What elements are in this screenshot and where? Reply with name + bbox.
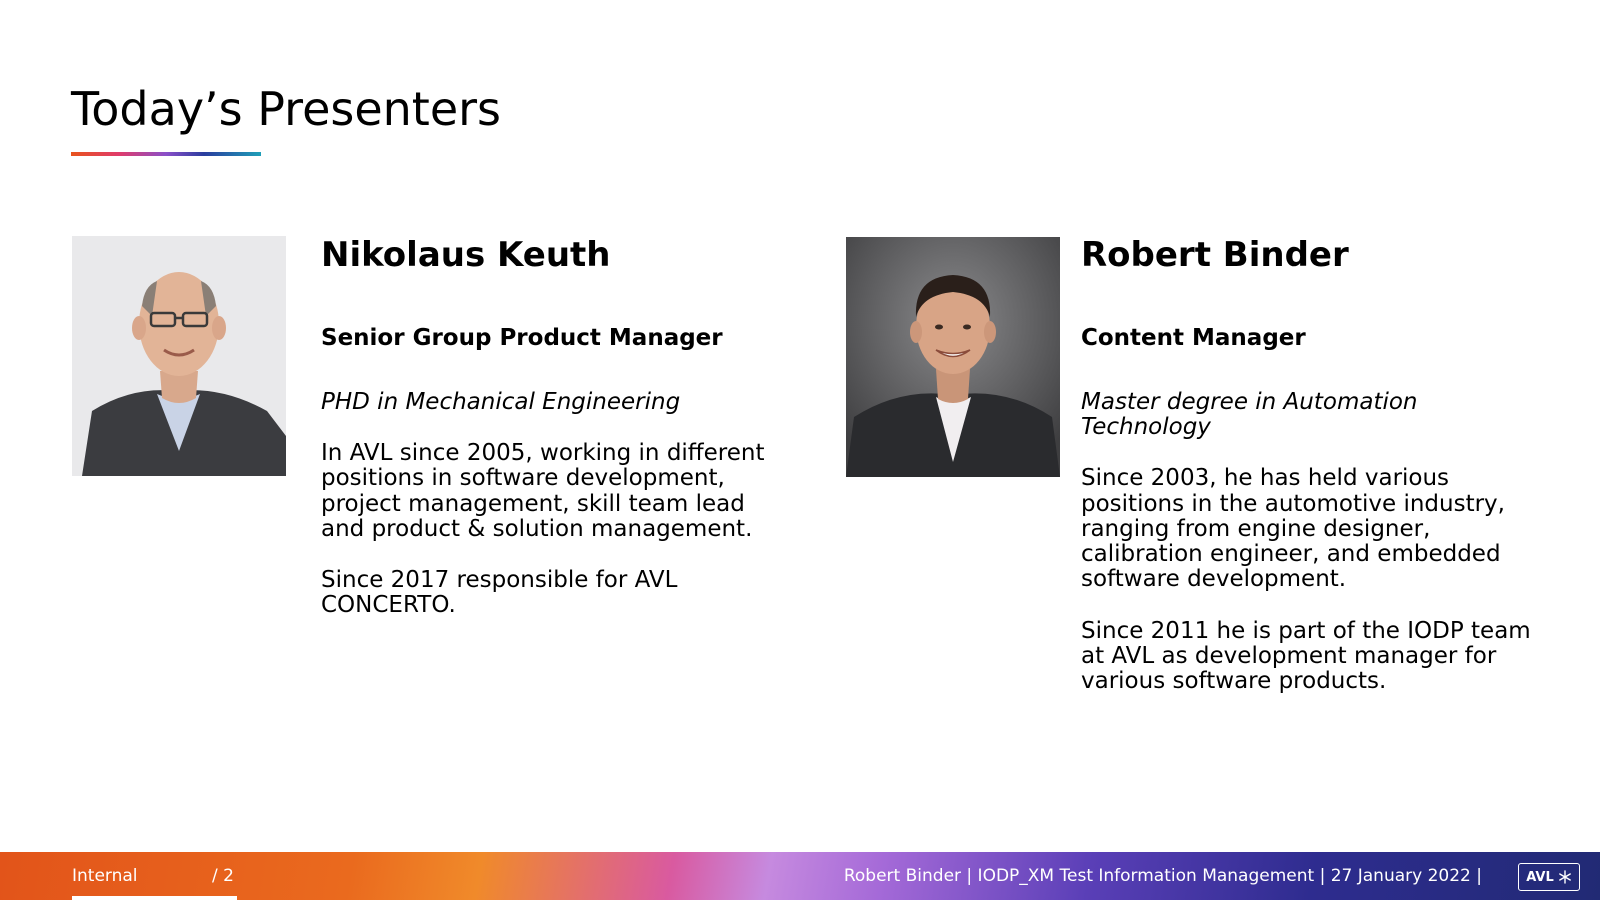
presenter-name: Nikolaus Keuth <box>321 235 611 275</box>
presenter-card-robert <box>1081 237 1541 721</box>
title-underline <box>71 152 261 156</box>
presenter-role: Senior Group Product Manager <box>321 325 723 352</box>
presenter-photo-nikolaus <box>72 236 286 476</box>
footer-info: Robert Binder | IODP_XM Test Information Management | 27 January 2022 | <box>843 866 1482 886</box>
presenter-bio-paragraph: Since 2011 he is part of the IODP team at AVL as development manager for various software products. <box>1081 617 1531 695</box>
slide-title: Today’s Presenters <box>71 82 502 136</box>
presenter-bio-paragraph: Since 2003, he has held various positions in the automotive industry, ranging from engine designer, calibration engineer, and embedded software development. <box>1081 465 1505 593</box>
footer-progress-bar <box>72 896 237 900</box>
presenter-bio-paragraph: Since 2017 responsible for AVL CONCERTO. <box>321 567 678 619</box>
avl-logo-text: AVL <box>1526 869 1554 885</box>
presenter-degree: Master degree in Automation Technology <box>1081 388 1418 440</box>
avl-snowflake-icon <box>1558 870 1572 884</box>
classification-label: Internal <box>72 866 138 886</box>
slide-footer <box>0 852 1600 900</box>
presenter-bio-paragraph: In AVL since 2005, working in different positions in software development, project management, skill team lead and product & solution management. <box>321 439 765 542</box>
presenter-card-nikolaus <box>321 237 781 645</box>
presenter-photo-robert <box>846 237 1060 477</box>
presenter-degree: PHD in Mechanical Engineering <box>321 388 681 415</box>
page-number: / 2 <box>212 866 234 886</box>
avl-logo <box>1518 863 1580 891</box>
presenter-name: Robert Binder <box>1081 235 1349 275</box>
presenter-role: Content Manager <box>1081 325 1306 352</box>
